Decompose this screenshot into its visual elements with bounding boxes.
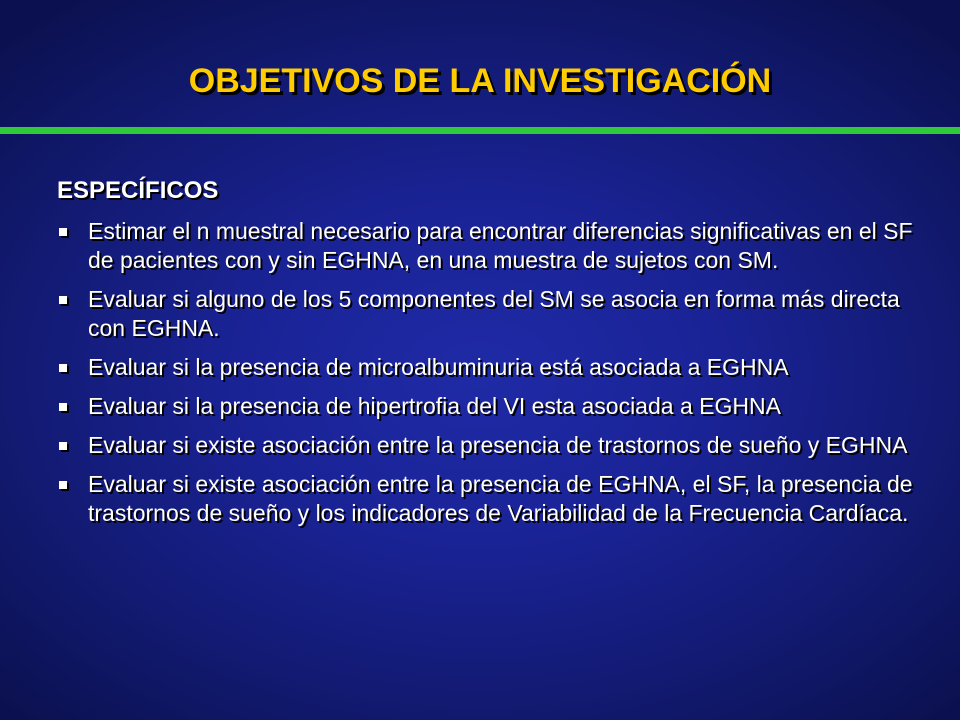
list-item (57, 392, 917, 421)
list-item (57, 470, 917, 528)
slide-title: OBJETIVOS DE LA INVESTIGACIÓN (188, 62, 772, 100)
list-item-text: Evaluar si existe asociación entre la presencia de EGHNA, el SF, la presencia de trastornos de sueño y los indicadores de Variabilidad de la Frecuencia Cardíaca. (88, 471, 913, 526)
square-bullet-icon (59, 364, 67, 372)
title-divider (0, 127, 960, 134)
list-item (57, 285, 917, 343)
slide-content (57, 176, 917, 538)
square-bullet-icon (59, 481, 67, 489)
list-item-text: Evaluar si la presencia de microalbuminuria está asociada a EGHNA (88, 354, 789, 380)
list-item-text: Estimar el n muestral necesario para encontrar diferencias significativas en el SF de pacientes con y sin EGHNA, en una muestra de sujetos con SM. (88, 218, 913, 273)
list-item (57, 431, 917, 460)
list-item (57, 353, 917, 382)
square-bullet-icon (59, 442, 67, 450)
square-bullet-icon (59, 228, 67, 236)
list-item-text: Evaluar si la presencia de hipertrofia del VI esta asociada a EGHNA (88, 393, 781, 419)
list-item (57, 217, 917, 275)
objectives-list (57, 217, 917, 528)
list-item-text: Evaluar si existe asociación entre la presencia de trastornos de sueño y EGHNA (88, 432, 908, 458)
section-heading: ESPECÍFICOS (57, 177, 219, 204)
square-bullet-icon (59, 403, 67, 411)
list-item-text: Evaluar si alguno de los 5 componentes del SM se asocia en forma más directa con EGHNA. (88, 286, 900, 341)
square-bullet-icon (59, 296, 67, 304)
